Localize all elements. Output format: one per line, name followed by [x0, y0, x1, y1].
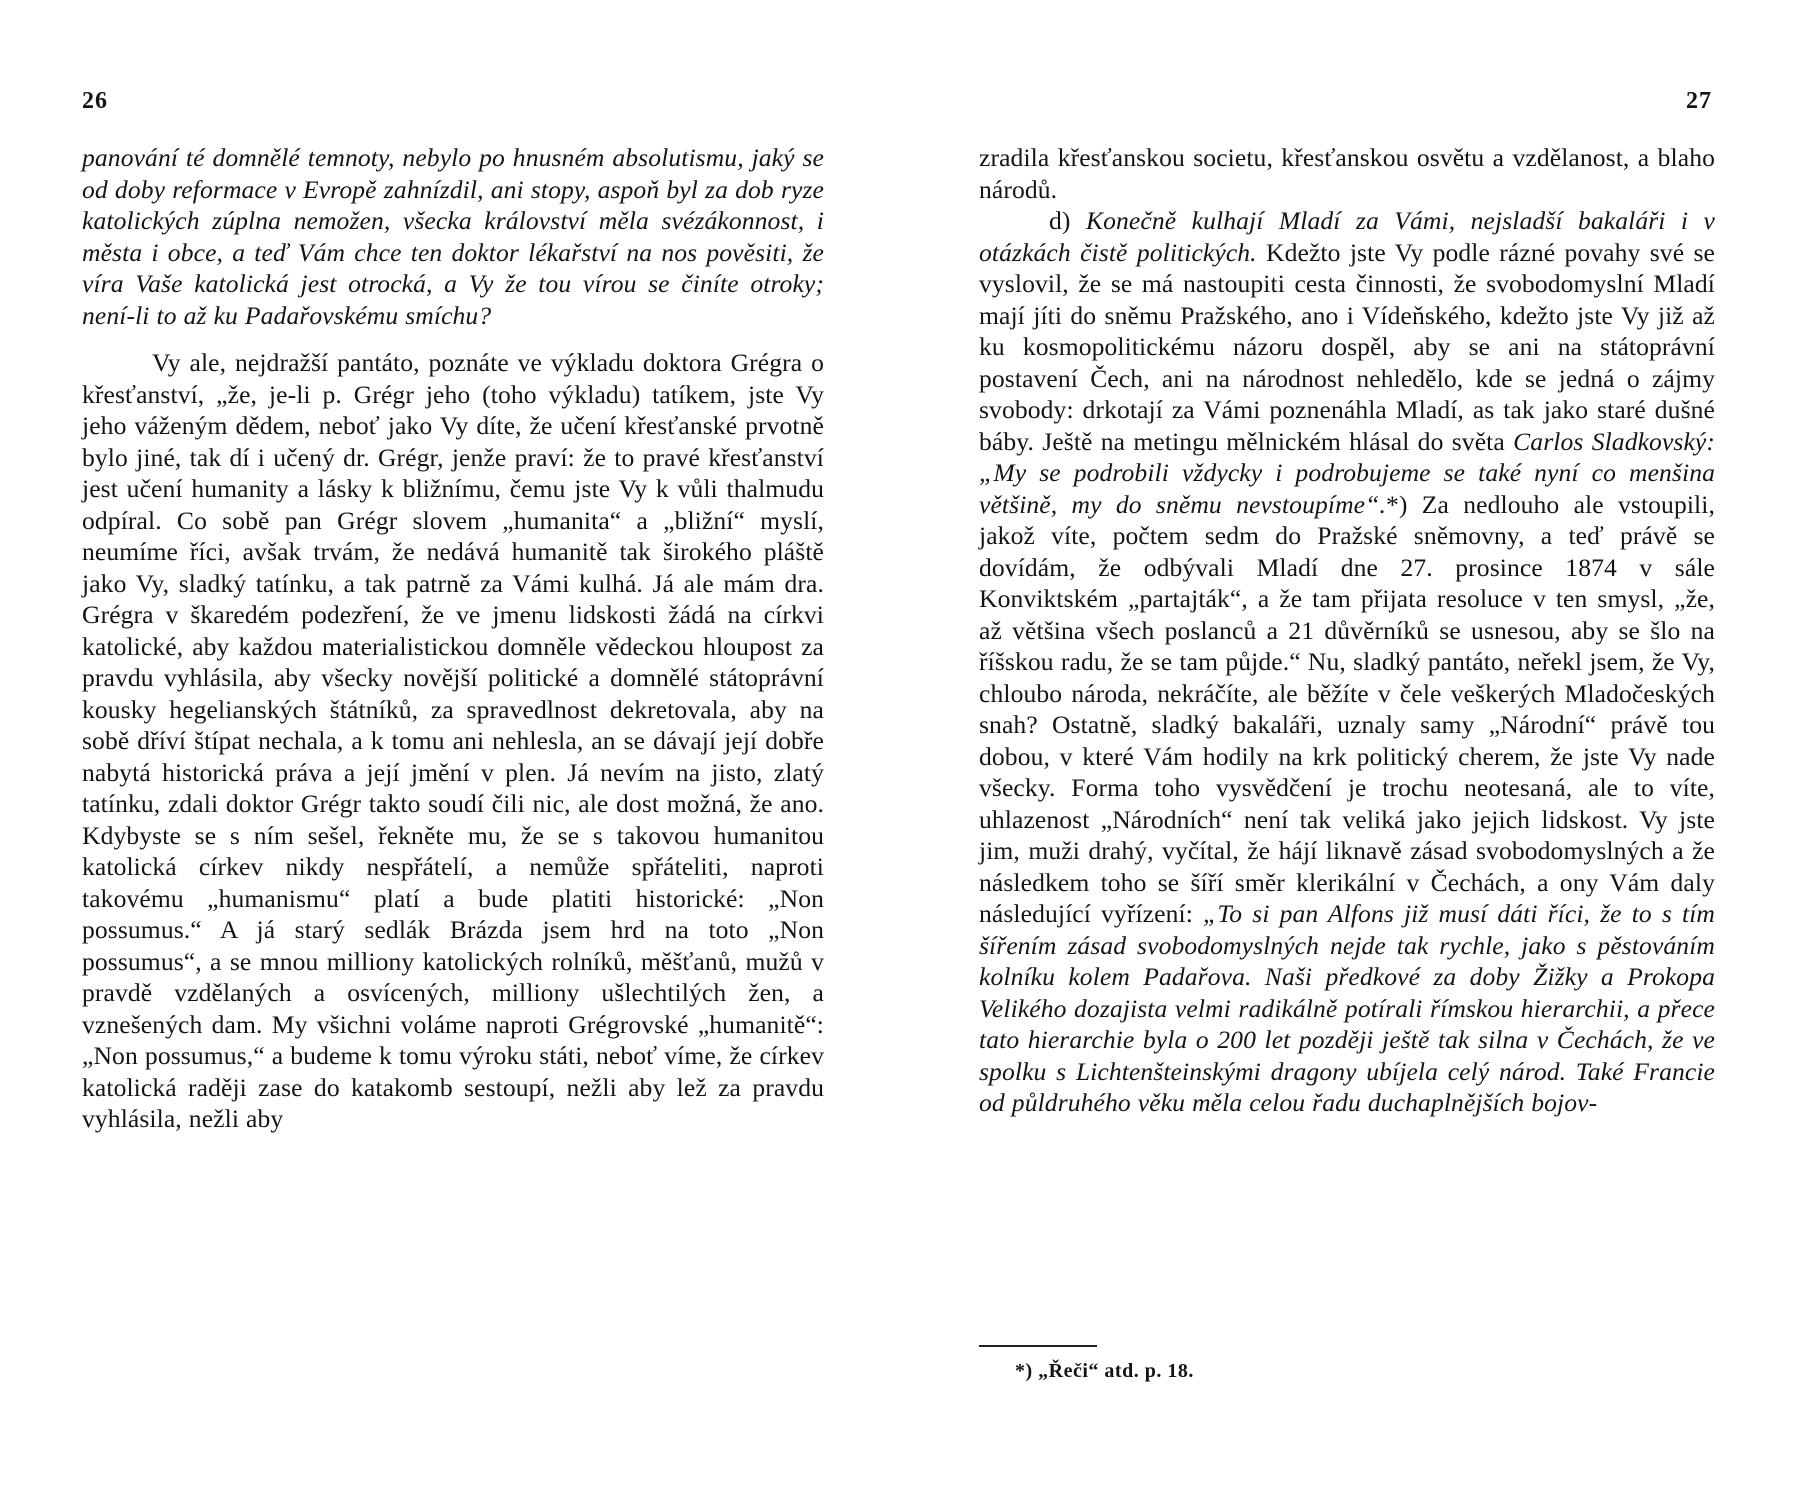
text-part-b: Za nedlouho ale vstoupili, jakož víte, počtem sedm do Pražské sněmovny, a teď právě se dovídám, že odbývali Mladí dne 27. prosince 1874 v sále Konviktském „partajták“, a že tam přijata resoluce v ten smysl, „že, až většina všech poslanců a 21 důvěrníků se usnesou, aby se šlo na říšskou radu, že se tam půjde.“ Nu, sladký pantáto, neřekl jsem, že Vy, chloubo národa, nekráčíte, ale běžíte v čele veškerých Mladočeských snah? Ostatně, sladký bakaláři, uznaly samy „Národní“ právě tou dobou, v které Vám hodily na krk politický cherem, že jste Vy nade všecky. Forma toho vysvědčení je trochu neotesaná, ale to víte, uhlazenost „Národních“ není tak veliká jako jejich lidskost. Vy jste jim, muži drahý, vyčítal, že hájí liknavě zásad svobodomyslných a že následkem toho se šíří směr klerikální v Čechách, a ony Vám daly následující vyřízení: [979, 489, 1715, 928]
page-number-right: 27 [1686, 88, 1712, 114]
italic-name: Carlos Sladkovský: [1513, 426, 1716, 456]
right-page-text [979, 142, 1715, 1119]
paragraph-d [979, 205, 1715, 1119]
page-number-left: 26 [82, 88, 108, 114]
paragraph-label: d) [1049, 206, 1071, 235]
left-page-text [82, 142, 824, 1135]
footnote: *) „Řeči“ atd. p. 18. [1015, 1360, 1194, 1382]
paragraph-main: Vy ale, nejdražší pantáto, poznáte ve výkladu doktora Grégra o křesťanství, „že, je-li p. Grégr jeho (toho výkladu) tatíkem, jste Vy jeho váženým dědem, neboť jako Vy díte, že učení křesťanské prvotně bylo jiné, tak dí i učený dr. Grégr, jenže praví: že to pravé křesťanství jest učení humanity a lásky k bližnímu, čemu jste Vy k vůli thalmudu odpíral. Co sobě pan Grégr slovem „humanita“ a „bližní“ myslí, neumíme říci, avšak trvám, že nedává humanitě tak širokého pláště jako Vy, sladký tatínku, a tak patrně za Vámi kulhá. Já ale mám dra. Grégra v škaredém podezření, že ve jmenu lidskosti žádá na církvi katolické, aby každou materialistickou domněle vědeckou hloupost za pravdu vyhlásila, aby všecky novější politické a domnělé státoprávní kousky hegelianských štátníků, za spravedlnost dekretovala, aby na sobě dříví štípat nechala, a k tomu ani nehlesla, an se dávají její dobře nabytá historická práva a její jmění v plen. Já nevím na jisto, zlatý tatínku, zdali doktor Grégr takto soudí čili nic, ale dost možná, že ano. Kdybyste se s ním sešel, řekněte mu, že se s takovou humanitou katolická církev nikdy nespřátelí, a nemůže spřáteliti, naproti takovému „humanismu“ platí a bude platiti historické: „Non possumus.“ A já starý sedlák Brázda jsem hrd na toto „Non possumus“, a se mnou milliony katolických rolníků, měšťanů, mužů v pravdě vzdělaných a osvícených, milliony ušlechtilých žen, a vznešených dam. My všichni voláme naproti Grégrovské „humanitě“: „Non possumus,“ a budeme k tomu výroku státi, neboť víme, že církev katolická raději zase do katakomb sestoupí, nežli aby lež za pravdu vyhlásila, nežli aby [82, 348, 824, 1133]
text-part-a: Kdežto jste Vy podle rázné povahy své se vyslovil, že se má nastoupiti cesta činnosti, že svobodomyslní Mladí mají jíti do sněmu Pražského, ano i Vídeňského, kdežto jste Vy již až ku kosmopolitickému názoru dospěl, aby se ani na státoprávní postavení Čech, ani na národnost nehledělo, kde se jedná o zájmy svobody: drkotají za Vámi poznenáhla Mladí, as tak jako staré dušné báby. Ještě na metingu mělnickém hlásal do světa [979, 237, 1716, 456]
italic-lead: Konečně kulhají Mladí za Vámi, nejsladší bakaláři i v otázkách čistě politických. [979, 206, 1715, 267]
italic-quote: „My se podrobili vždycky i podrobujeme se také nyní co menšina většině, my do sněmu nevstoupíme“. [979, 458, 1715, 519]
footnote-divider [979, 1345, 1097, 1347]
footnote-mark: *) [1385, 489, 1408, 519]
paragraph-italic-opening: panování té domnělé temnoty, nebylo po hnusném absolutismu, jaký se od doby reformace v Evropě zahnízdil, ani stopy, aspoň byl za dob ryze katolických zúplna nemožen, všecka království měla svézákonnost, i města i obce, a teď Vám chce ten doktor lékařství na nos pověsiti, že víra Vaše katolická jest otrocká, a Vy že tou vírou se činíte otroky; není-li to až ku Padařovskému smíchu? [82, 143, 824, 330]
paragraph-continuation: zradila křesťanskou societu, křesťanskou osvětu a vzdělanost, a blaho národů. [979, 143, 1715, 204]
italic-tail: „To si pan Alfons již musí dáti říci, že to s tím šířením zásad svobodomyslných nejde tak rychle, jako s pěstováním kolníku kolem Padařova. Naši předkové za doby Žižky a Prokopa Velikého dozajista velmi radikálně potírali římskou hierarchii, a přece tato hierarchie byla o 200 let později ještě tak silna v Čechách, že ve spolku s Lichtenšteinskými dragony ubíjela celý národ. Také Francie od půldruhého věku měla celou řadu duchaplnějších bojov- [979, 899, 1715, 1117]
right-page [897, 0, 1794, 1500]
